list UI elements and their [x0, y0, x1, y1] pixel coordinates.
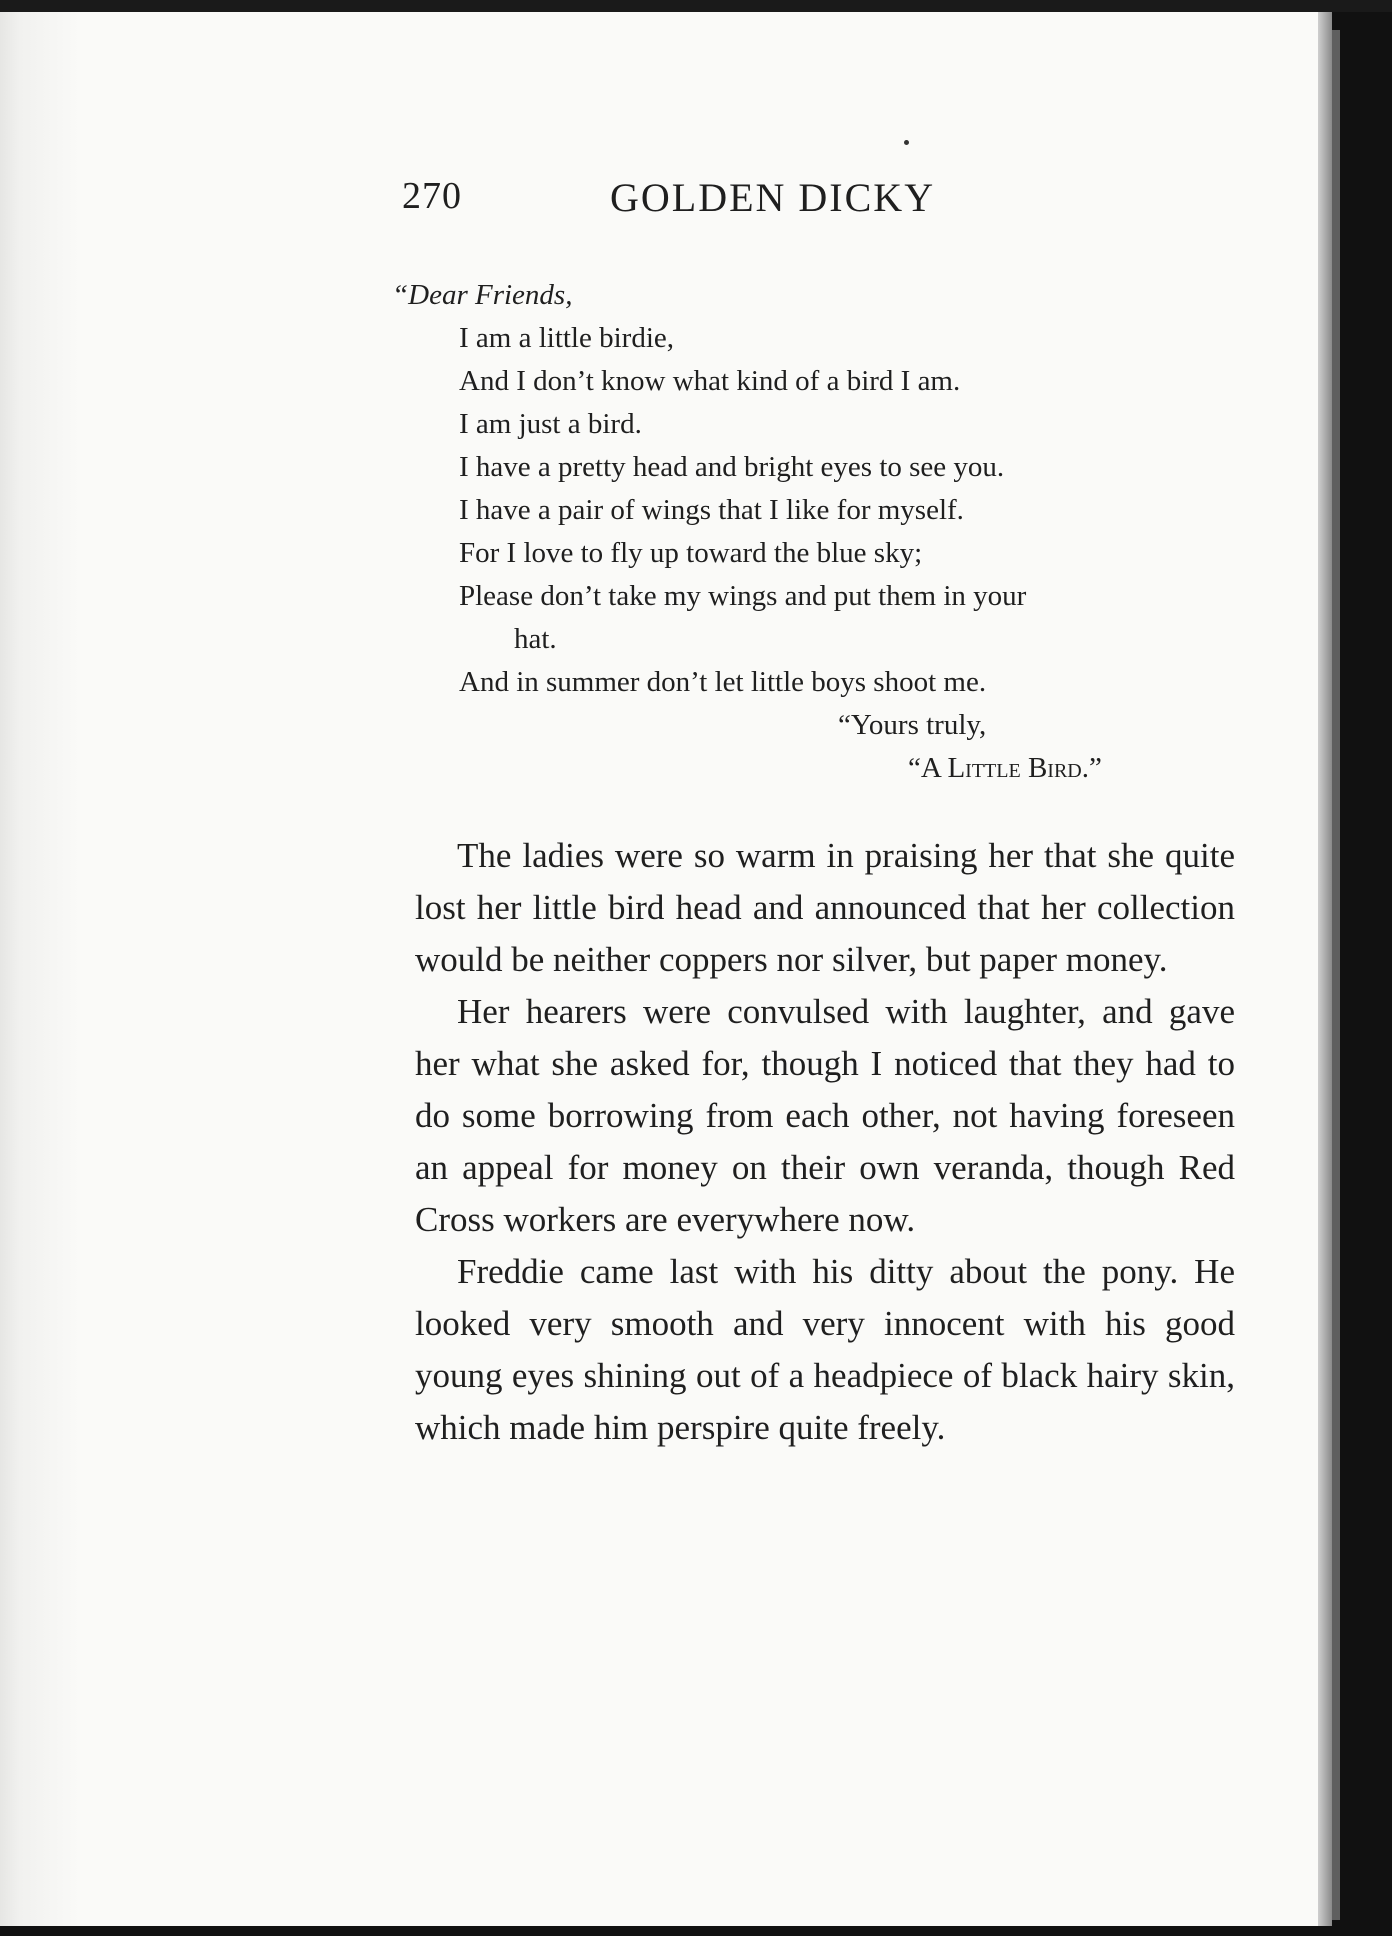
- paragraph: The ladies were so warm in praising her that she quite lost her little bird head and announced that her collection would be neither coppers nor silver, but paper money.: [415, 836, 1235, 979]
- page-gutter-edge: [0, 12, 80, 1926]
- scan-border-right: [1332, 30, 1340, 1920]
- stray-ink-mark: [904, 140, 909, 145]
- verse-line: For I love to fly up toward the blue sky;: [459, 537, 923, 569]
- verse-line: And in summer don’t let little boys shoot me.: [459, 666, 987, 698]
- letter-signature: “A Little Bird.”: [908, 752, 1102, 784]
- letter-closing: “Yours truly,: [838, 709, 987, 741]
- paragraph: Freddie came last with his ditty about the pony. He looked very smooth and very innocent with his good young eyes shining out of a headpiece of black hairy skin, which made him perspire quite freely.: [415, 1252, 1235, 1447]
- verse-line: And I don’t know what kind of a bird I am.: [459, 365, 961, 397]
- paragraph: Her hearers were convulsed with laughter, and gave her what she asked for, though I noticed that they had to do some borrowing from each other, not having foreseen an appeal for money on their own veranda, though Red Cross workers are everywhere now.: [415, 992, 1235, 1239]
- letter-salutation: “Dear Friends,: [392, 279, 573, 311]
- page-edge-shadow: [1318, 12, 1332, 1926]
- verse-line: I have a pretty head and bright eyes to see you.: [459, 451, 1005, 483]
- poem-letter: [392, 274, 1242, 790]
- verse-line: I am just a bird.: [459, 408, 642, 440]
- verse-continuation: hat.: [514, 623, 557, 655]
- verse-line: Please don’t take my wings and put them in your: [459, 580, 1027, 612]
- book-page: [0, 12, 1318, 1926]
- verse-line: I am a little birdie,: [459, 322, 675, 354]
- verse-line: I have a pair of wings that I like for myself.: [459, 494, 964, 526]
- page-header: [402, 174, 1022, 234]
- scan-border-top: [0, 0, 1392, 12]
- running-title: GOLDEN DICKY: [610, 175, 936, 220]
- body-text: [415, 830, 1235, 1454]
- page-number: 270: [402, 175, 462, 217]
